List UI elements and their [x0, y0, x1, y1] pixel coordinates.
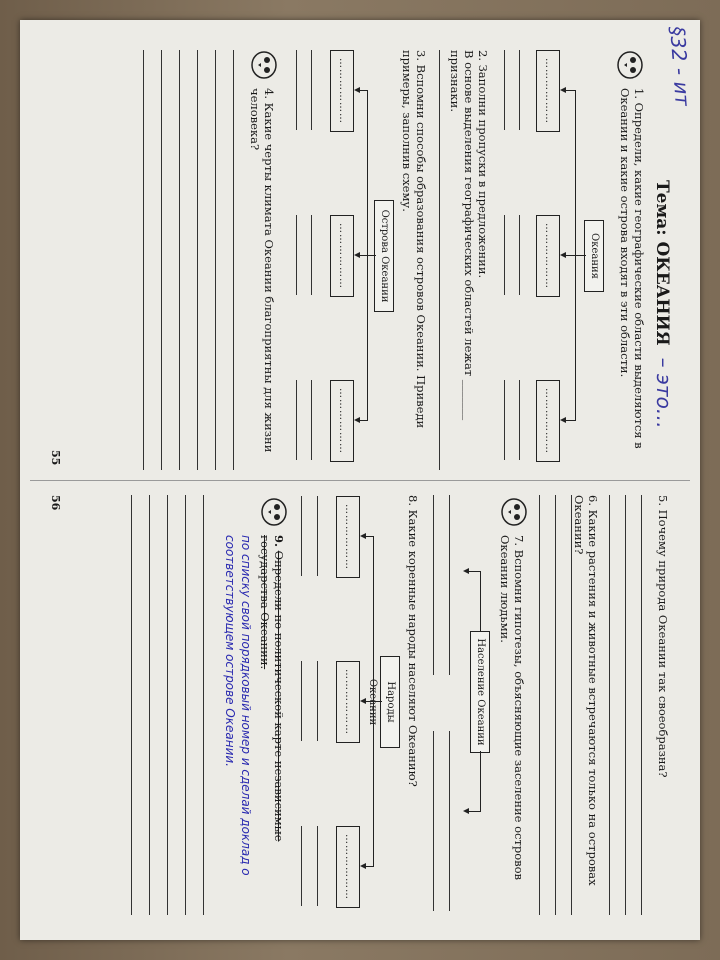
task-7: 7. Вспомни гипотезы, объясняющие заселение островов Океании людьми.	[498, 535, 526, 880]
answer-line[interactable]	[449, 495, 450, 675]
answer-line[interactable]	[197, 50, 198, 470]
answer-line[interactable]	[149, 495, 150, 915]
answer-line[interactable]	[571, 495, 572, 915]
answer-line[interactable]	[433, 495, 434, 675]
task-3: 3. Вспомни способы образования островов Океании. Приведи примеры, заполнив схему.	[400, 50, 428, 429]
region-box-1[interactable]: ………………	[536, 50, 560, 132]
answer-line[interactable]	[504, 380, 505, 460]
task-5: 5. Почему природа Океании так своеобразна?	[656, 495, 670, 778]
task-9-handwritten: по списку свой порядковый номер и сделай доклад о соответствующем острове Океании.	[223, 535, 253, 876]
task-2-title: 2. Заполни пропуски в предложении.	[476, 50, 490, 279]
page-number-55: 55	[49, 450, 62, 466]
arrow-icon	[560, 252, 566, 258]
answer-line[interactable]	[233, 50, 234, 470]
answer-line[interactable]	[504, 50, 505, 130]
answer-line[interactable]	[539, 495, 540, 915]
answer-line[interactable]	[433, 731, 434, 911]
topic-label: Тема:	[652, 180, 672, 236]
box-peoples: Народы Океании	[380, 656, 400, 748]
box-islands: Острова Океании	[374, 200, 394, 312]
answer-line[interactable]	[296, 50, 297, 130]
answer-line[interactable]	[301, 661, 302, 741]
rotated-spread	[30, 25, 695, 930]
arrow-icon	[354, 417, 360, 423]
box-settlement: Население Океании	[470, 631, 490, 753]
connector	[566, 90, 576, 91]
answer-line[interactable]	[625, 495, 626, 915]
connector	[480, 751, 481, 811]
arrow-icon	[463, 568, 469, 574]
answer-line[interactable]	[301, 496, 302, 576]
formation-box-2[interactable]: ………………	[330, 215, 354, 297]
topic-heading	[652, 180, 676, 429]
owl-icon	[500, 495, 530, 529]
connector	[480, 571, 481, 631]
arrow-icon	[360, 533, 366, 539]
arrow-icon	[560, 87, 566, 93]
answer-line[interactable]	[215, 50, 216, 470]
task-8: 8. Какие коренные народы населяют Океанию?	[406, 495, 420, 787]
answer-line[interactable]	[317, 496, 318, 576]
answer-line[interactable]	[519, 50, 520, 130]
connector	[366, 701, 374, 702]
task-2-sentence: В основе выделения географических областей лежат _______ признаки.	[448, 50, 476, 421]
people-box-3[interactable]: ………………	[336, 826, 360, 908]
people-box-2[interactable]: ………………	[336, 661, 360, 743]
page-56	[30, 480, 690, 931]
answer-line[interactable]	[609, 495, 610, 915]
answer-line[interactable]	[311, 50, 312, 130]
answer-line[interactable]	[296, 380, 297, 460]
task-9	[258, 535, 286, 915]
answer-line[interactable]	[167, 495, 168, 915]
task-2	[448, 50, 490, 470]
topic-handwritten: – это…	[652, 357, 676, 429]
formation-box-1[interactable]: ………………	[330, 50, 354, 132]
page-number-56: 56	[49, 495, 62, 511]
people-box-1[interactable]: ………………	[336, 496, 360, 578]
answer-line[interactable]	[317, 826, 318, 906]
pencil-note: §32 - ит	[665, 25, 695, 107]
task-4: 4. Какие черты климата Океании благоприятны для жизни человека?	[248, 88, 276, 453]
task-9-printed: Определи по политической карте независимые государства Океании.	[258, 535, 286, 842]
answer-line[interactable]	[519, 215, 520, 295]
answer-line[interactable]	[504, 215, 505, 295]
answer-line[interactable]	[519, 380, 520, 460]
region-box-3[interactable]: ………………	[536, 380, 560, 462]
answer-line[interactable]	[317, 661, 318, 741]
connector	[366, 866, 374, 867]
connector	[368, 255, 376, 256]
answer-line[interactable]	[131, 495, 132, 915]
connector	[360, 420, 368, 421]
arrow-icon	[463, 808, 469, 814]
connector	[366, 536, 374, 537]
task-9-number: 9.	[272, 535, 286, 548]
box-oceania: Океания	[584, 220, 604, 292]
arrow-icon	[354, 252, 360, 258]
arrow-icon	[360, 698, 366, 704]
owl-icon	[616, 48, 646, 82]
answer-line[interactable]	[143, 50, 144, 470]
answer-line[interactable]	[311, 215, 312, 295]
answer-line[interactable]	[185, 495, 186, 915]
answer-line[interactable]	[449, 731, 450, 911]
answer-line[interactable]	[641, 495, 642, 915]
owl-icon	[250, 48, 280, 82]
owl-icon	[260, 495, 290, 529]
task-1: 1. Определи, какие географические области выделяются в Океании и какие острова входят в эти области.	[618, 88, 646, 449]
page-55	[30, 25, 695, 480]
answer-line[interactable]	[203, 495, 204, 915]
connector	[360, 90, 368, 91]
connector	[469, 811, 481, 812]
task-6: 6. Какие растения и животные встречаются только на островах Океании?	[572, 495, 600, 886]
arrow-icon	[560, 417, 566, 423]
topic-title: ОКЕАНИЯ	[652, 241, 672, 346]
connector	[374, 701, 382, 702]
answer-line[interactable]	[311, 380, 312, 460]
formation-box-3[interactable]: ………………	[330, 380, 354, 462]
answer-line[interactable]	[555, 495, 556, 915]
connector	[566, 255, 576, 256]
answer-line[interactable]	[301, 826, 302, 906]
arrow-icon	[360, 863, 366, 869]
connector	[360, 255, 368, 256]
workbook-spread	[20, 20, 700, 940]
answer-line[interactable]	[439, 50, 440, 470]
answer-line[interactable]	[161, 50, 162, 470]
answer-line[interactable]	[296, 215, 297, 295]
answer-line[interactable]	[179, 50, 180, 470]
connector	[576, 255, 586, 256]
connector	[566, 420, 576, 421]
connector	[469, 571, 481, 572]
arrow-icon	[354, 87, 360, 93]
region-box-2[interactable]: ………………	[536, 215, 560, 297]
